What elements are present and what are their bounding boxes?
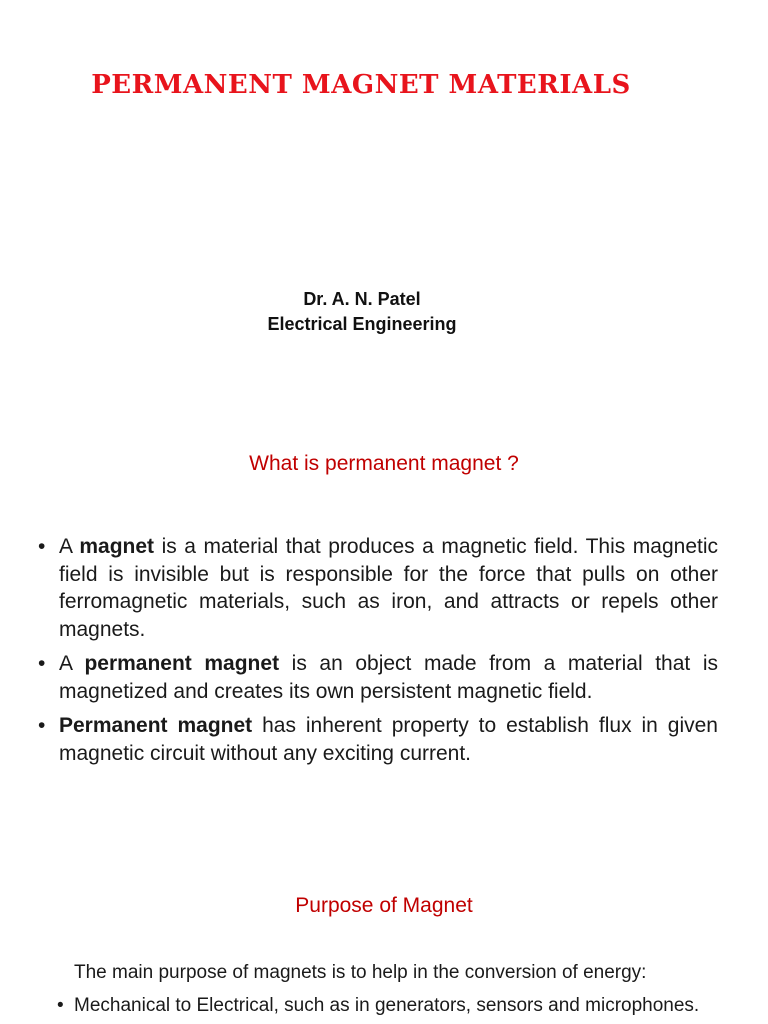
bullet-text: A: [59, 652, 85, 675]
bullet-dot: •: [38, 714, 46, 737]
bullet-text: Mechanical to Electrical, such as in generators, sensors and microphones.: [74, 995, 700, 1016]
bullet-list-definitions: [38, 533, 718, 774]
bullet-list-purpose: [57, 993, 737, 1019]
bullet-bold-term: Permanent magnet: [59, 714, 253, 737]
bullet-text: is an object made from a material that is magnetized and creates its own persistent magnetic field.: [59, 652, 718, 703]
list-item: [57, 993, 737, 1019]
list-item: [38, 533, 718, 643]
list-item: [38, 650, 718, 705]
author-block: [0, 287, 724, 337]
bullet-dot: •: [57, 995, 64, 1016]
bullet-text: has inherent property to establish flux in given magnetic circuit without any exciting current.: [59, 714, 718, 765]
section-heading-what-is: What is permanent magnet ?: [249, 452, 519, 475]
bullet-dot: •: [38, 535, 46, 558]
purpose-intro: The main purpose of magnets is to help in the conversion of energy:: [74, 962, 647, 983]
list-item: [38, 712, 718, 767]
section-heading-purpose: Purpose of Magnet: [295, 894, 473, 917]
bullet-text: A: [59, 535, 80, 558]
bullet-bold-term: permanent magnet: [84, 652, 280, 675]
document-title: PERMANENT MAGNET MATERIALS: [91, 70, 631, 100]
bullet-dot: •: [38, 652, 46, 675]
author-department: Electrical Engineering: [267, 314, 457, 334]
author-name: Dr. A. N. Patel: [303, 289, 421, 309]
bullet-bold-term: magnet: [79, 535, 155, 558]
bullet-text: is a material that produces a magnetic field. This magnetic field is invisible but is responsible for the force that pulls on other ferromagnetic materials, such as iron, and attracts or repels other magnets.: [59, 535, 718, 641]
